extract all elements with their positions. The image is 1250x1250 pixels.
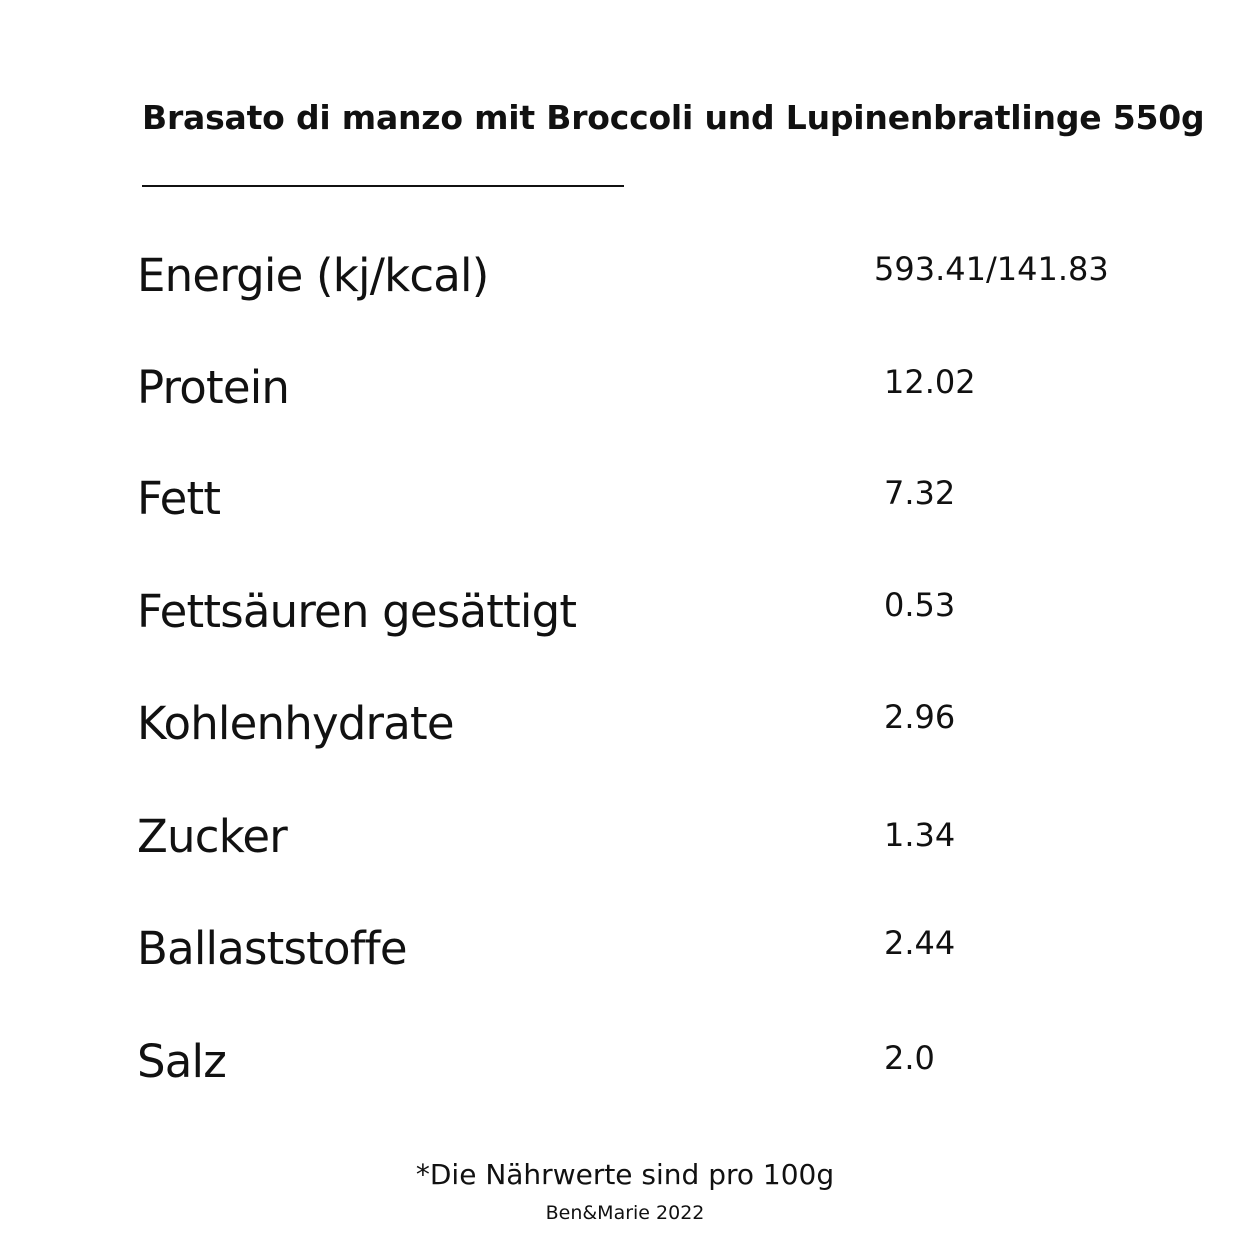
nutrient-row-sugar xyxy=(0,809,1250,879)
nutrient-label: Protein xyxy=(137,361,290,414)
nutrient-value: 593.41/141.83 xyxy=(874,250,1109,288)
nutrient-row-fiber xyxy=(0,921,1250,991)
nutrient-row-fat xyxy=(0,471,1250,541)
nutrient-row-saturated-fat xyxy=(0,584,1250,654)
nutrient-value: 2.96 xyxy=(884,698,956,736)
nutrient-value: 2.44 xyxy=(884,924,956,962)
nutrient-label: Energie (kj/kcal) xyxy=(137,249,489,302)
footnote: *Die Nährwerte sind pro 100g xyxy=(415,1158,835,1191)
nutrient-row-carbohydrates xyxy=(0,696,1250,766)
nutrient-label: Ballaststoffe xyxy=(137,922,407,975)
title-divider xyxy=(142,185,624,187)
nutrient-value: 1.34 xyxy=(884,816,956,854)
nutrient-row-salt xyxy=(0,1034,1250,1104)
nutrient-value: 12.02 xyxy=(884,363,976,401)
nutrient-label: Salz xyxy=(137,1035,227,1088)
nutrient-label: Fett xyxy=(137,472,221,525)
nutrient-value: 2.0 xyxy=(884,1039,935,1077)
nutrient-row-protein xyxy=(0,360,1250,430)
nutrient-label: Fettsäuren gesättigt xyxy=(137,585,577,638)
nutrient-row-energy xyxy=(0,248,1250,318)
credit-line: Ben&Marie 2022 xyxy=(545,1202,705,1224)
nutrient-label: Zucker xyxy=(137,810,287,863)
nutrient-value: 7.32 xyxy=(884,474,956,512)
product-title: Brasato di manzo mit Broccoli und Lupinenbratlinge 550g xyxy=(142,98,1205,137)
nutrient-value: 0.53 xyxy=(884,586,956,624)
nutrient-label: Kohlenhydrate xyxy=(137,697,454,750)
